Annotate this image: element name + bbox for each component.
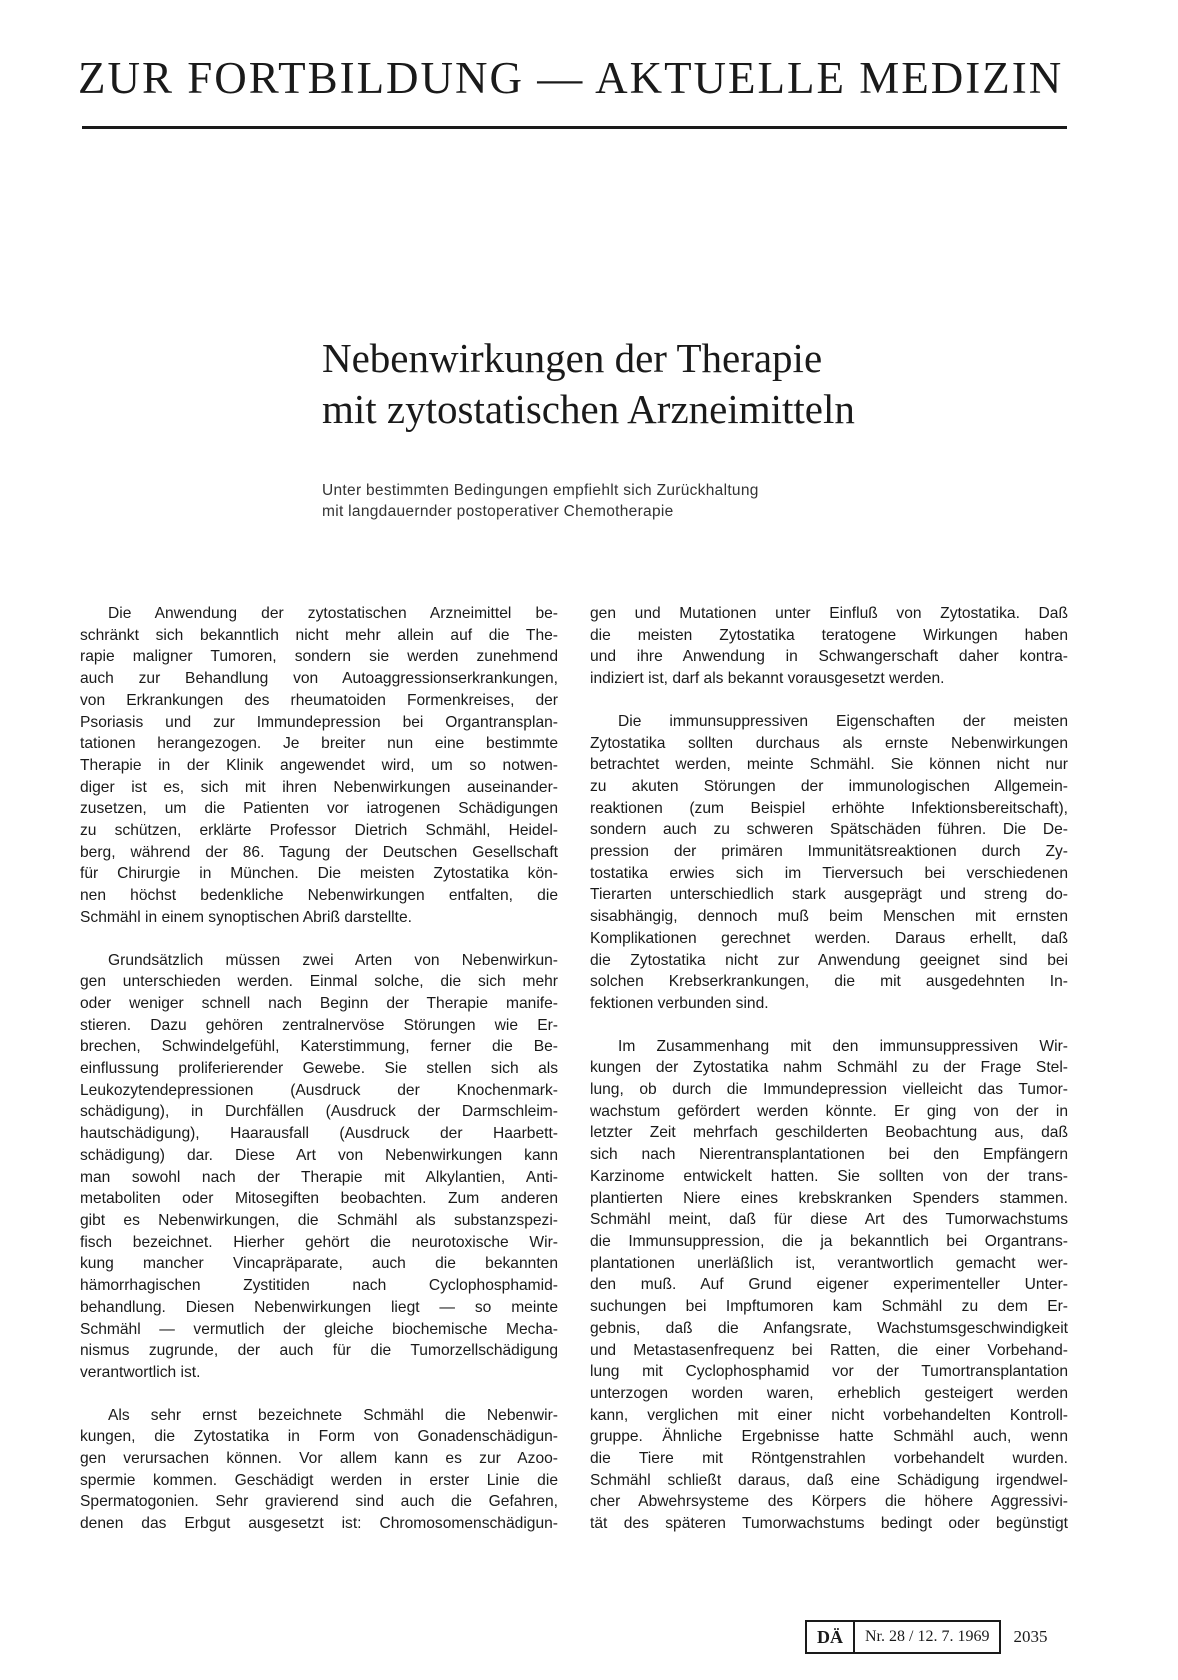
text-line: Tierarten unterschiedlich stark ausgeprägt und streng do- <box>590 886 1068 904</box>
text-line: kung mancher Vincapräparate, auch die bekannten <box>80 1255 558 1273</box>
text-line: solchen Krebserkrankungen, die mit ausgedehnten In- <box>590 973 1068 991</box>
text-line: zu akuten Störungen der immunologischen Allgemein- <box>590 777 1068 795</box>
text-line: tostatika erwies sich im Tierversuch bei verschiedenen <box>590 864 1068 882</box>
section-header: ZUR FORTBILDUNG — AKTUELLE MEDIZIN <box>78 53 1064 103</box>
text-line: oder weniger schnell nach Beginn der Therapie manife- <box>80 994 558 1012</box>
text-line: plantierten Niere eines krebskranken Spenders stammen. <box>590 1189 1068 1207</box>
text-line: Leukozytendepressionen (Ausdruck der Knochenmark- <box>80 1081 558 1099</box>
text-column-left <box>80 603 558 1556</box>
text-line: zu schützen, erklärte Professor Dietrich Schmähl, Heidel- <box>80 822 558 840</box>
text-line: schränkt sich bekanntlich nicht mehr allein auf die The- <box>80 626 558 644</box>
text-line: nismus zugrunde, der auch für die Tumorzellschädigung <box>80 1342 558 1360</box>
text-line: zusetzen, um die Patienten vor iatrogenen Schädigungen <box>80 800 558 818</box>
text-line: auch zur Behandlung von Autoaggressionserkrankungen, <box>80 670 558 688</box>
text-line: sich nach Nierentransplantationen bei den Empfängern <box>590 1146 1068 1164</box>
paragraph <box>590 603 1068 690</box>
page-footer <box>805 1620 1059 1654</box>
text-column-right <box>590 603 1068 1556</box>
text-line: von Erkrankungen des rheumatoiden Formenkreises, der <box>80 691 558 709</box>
text-line: gibt es Nebenwirkungen, die Schmähl als substanzspezi- <box>80 1211 558 1229</box>
text-line: brechen, Schwindelgefühl, Katerstimmung, ferner die Be- <box>80 1038 558 1056</box>
text-line: gebnis, daß die Anfangsrate, Wachstumsgeschwindigkeit <box>590 1319 1068 1337</box>
text-line: einflussung proliferierender Gewebe. Sie stellen sich als <box>80 1060 558 1078</box>
text-line: Grundsätzlich müssen zwei Arten von Nebenwirkun- <box>108 951 558 969</box>
text-line: lung mit Cyclophosphamid vor der Tumortransplantation <box>590 1363 1068 1381</box>
article-subtitle-line: mit langdauernder postoperativer Chemotherapie <box>322 503 674 520</box>
text-line: kungen der Zytostatika nahm Schmähl zu der Frage Stel- <box>590 1059 1068 1077</box>
text-line: Die immunsuppressiven Eigenschaften der meisten <box>618 712 1068 730</box>
article-title-line: mit zytostatischen Arzneimitteln <box>322 386 855 432</box>
text-line: Schmähl meint, daß für diese Art des Tumorwachstums <box>590 1211 1068 1229</box>
text-line: man sowohl nach der Therapie mit Alkylantien, Anti- <box>80 1168 558 1186</box>
text-line: Psoriasis und zur Immundepression bei Organtransplan- <box>80 713 558 731</box>
text-line: und Metastasenfrequenz bei Ratten, die einer Vorbehand- <box>590 1341 1068 1359</box>
text-line: kann, verglichen mit einer nicht vorbehandelten Kontroll- <box>590 1406 1068 1424</box>
article-subtitle-line: Unter bestimmten Bedingungen empfiehlt sich Zurückhaltung <box>322 482 759 499</box>
issue-number: Nr. 28 / 12. 7. 1969 <box>865 1628 990 1645</box>
text-line: indiziert ist, darf als bekannt vorausgesetzt werden. <box>590 670 945 688</box>
article-title-line: Nebenwirkungen der Therapie <box>322 335 823 381</box>
text-line: Im Zusammenhang mit den immunsuppressiven Wir- <box>618 1037 1068 1055</box>
text-line: nen höchst bedenkliche Nebenwirkungen entfalten, die <box>80 887 558 905</box>
text-line: spermie kommen. Geschädigt werden in erster Linie die <box>80 1471 558 1489</box>
text-line: fektionen verbunden sind. <box>590 994 769 1012</box>
text-line: betrachtet werden, meinte Schmähl. Sie können nicht nur <box>590 756 1068 774</box>
text-line: Schmähl — vermutlich der gleiche biochemische Mecha- <box>80 1320 558 1338</box>
text-line: Schmähl in einem synoptischen Abriß darstellte. <box>80 908 412 926</box>
text-line: kungen, die Zytostatika in Form von Gonadenschädigun- <box>80 1428 558 1446</box>
text-line: suchungen bei Impftumoren kam Schmähl zu dem Er- <box>590 1298 1068 1316</box>
text-line: tationen herangezogen. Je breiter nun eine bestimmte <box>80 735 558 753</box>
text-line: rapie maligner Tumoren, sondern sie werden zunehmend <box>80 648 558 666</box>
text-line: plantationen unerläßlich ist, verantwortlich gemacht wer- <box>590 1254 1068 1272</box>
text-line: lung, ob durch die Immundepression vielleicht das Tumor- <box>590 1081 1068 1099</box>
journal-logo: DÄ <box>807 1622 855 1652</box>
text-line: gruppe. Ähnliche Ergebnisse hatte Schmähl auch, wenn <box>590 1428 1068 1446</box>
text-line: metaboliten oder Mitosegiften beobachten. Zum anderen <box>80 1190 558 1208</box>
text-line: reaktionen (zum Beispiel erhöhte Infektionsbereitschaft), <box>590 799 1068 817</box>
text-line: Die Anwendung der zytostatischen Arzneimittel be- <box>108 605 558 622</box>
text-line: sisabhängig, dennoch muß beim Menschen mit ernsten <box>590 908 1068 926</box>
header-rule <box>82 126 1067 129</box>
paragraph <box>80 1405 558 1535</box>
text-line: letzter Zeit mehrfach geschilderten Beobachtung aus, daß <box>590 1124 1068 1142</box>
text-line: gen und Mutationen unter Einfluß von Zytostatika. Daß <box>590 605 1068 622</box>
page-number: 2035 <box>1013 1627 1048 1646</box>
text-line: stieren. Dazu gehören zentralnervöse Störungen wie Er- <box>80 1016 558 1034</box>
text-line: Karzinome entwickelt hatten. Sie sollten von der trans- <box>590 1167 1068 1185</box>
text-line: cher Abwehrsysteme des Körpers die höhere Aggressivi- <box>590 1493 1068 1511</box>
text-line: die meisten Zytostatika teratogene Wirkungen haben <box>590 626 1068 644</box>
text-line: die Tiere mit Röntgenstrahlen vorbehandelt wurden. <box>590 1450 1068 1468</box>
text-line: Schmähl schließt daraus, daß eine Schädigung irgendwel- <box>590 1471 1068 1489</box>
article-title <box>322 333 1082 435</box>
text-line: Als sehr ernst bezeichnete Schmähl die Nebenwir- <box>108 1406 558 1424</box>
text-line: gen unterschieden werden. Einmal solche, die sich mehr <box>80 973 558 991</box>
text-line: denen das Erbgut ausgesetzt ist: Chromosomenschädigun- <box>80 1515 558 1533</box>
paragraph <box>80 603 558 929</box>
text-line: den muß. Auf Grund eigener experimenteller Unter- <box>590 1276 1068 1294</box>
text-line: tät des späteren Tumorwachstums bedingt oder begünstigt <box>590 1515 1068 1533</box>
text-line: gen verursachen können. Vor allem kann es zur Azoo- <box>80 1450 558 1468</box>
text-line: Spermatogonien. Sehr gravierend sind auch die Gefahren, <box>80 1493 558 1511</box>
text-line: verantwortlich ist. <box>80 1363 201 1381</box>
text-line: hautschädigung), Haarausfall (Ausdruck der Haarbett- <box>80 1125 558 1143</box>
text-line: behandlung. Diesen Nebenwirkungen liegt — so meinte <box>80 1298 558 1316</box>
paragraph <box>590 711 1068 1015</box>
text-line: Therapie in der Klinik angewendet wird, um so notwen- <box>80 756 558 774</box>
paragraph <box>80 950 558 1384</box>
text-line: diger ist es, sich mit ihren Nebenwirkungen auseinander- <box>80 778 558 796</box>
text-line: schädigung) dar. Diese Art von Nebenwirkungen kann <box>80 1146 558 1164</box>
article-subtitle <box>322 480 1022 522</box>
text-line: die Immunsuppression, die ja bekanntlich bei Organtrans- <box>590 1232 1068 1250</box>
text-line: Komplikationen gerechnet werden. Daraus erhellt, daß <box>590 929 1068 947</box>
text-line: wachstum gefördert werden könnte. Er ging von der in <box>590 1102 1068 1120</box>
text-line: fisch bezeichnet. Hierher gehört die neurotoxische Wir- <box>80 1233 558 1251</box>
text-line: unterzogen worden waren, erheblich gesteigert werden <box>590 1384 1068 1402</box>
text-line: schädigung), in Durchfällen (Ausdruck der Darmschleim- <box>80 1103 558 1121</box>
paragraph <box>590 1036 1068 1535</box>
text-line: hämorrhagischen Zystitiden nach Cyclophosphamid- <box>80 1277 558 1295</box>
text-line: berg, während der 86. Tagung der Deutschen Gesellschaft <box>80 843 558 861</box>
text-line: und ihre Anwendung in Schwangerschaft daher kontra- <box>590 648 1068 666</box>
text-line: sondern auch zu schweren Spätschäden führen. Die De- <box>590 821 1068 839</box>
text-line: pression der primären Immunitätsreaktionen durch Zy- <box>590 843 1068 861</box>
text-line: Zytostatika sollten durchaus als ernste Nebenwirkungen <box>590 734 1068 752</box>
text-line: für Chirurgie in München. Die meisten Zytostatika kön- <box>80 865 558 883</box>
journal-issue-box <box>805 1620 1001 1654</box>
text-line: die Zytostatika nicht zur Anwendung geeignet sind bei <box>590 951 1068 969</box>
